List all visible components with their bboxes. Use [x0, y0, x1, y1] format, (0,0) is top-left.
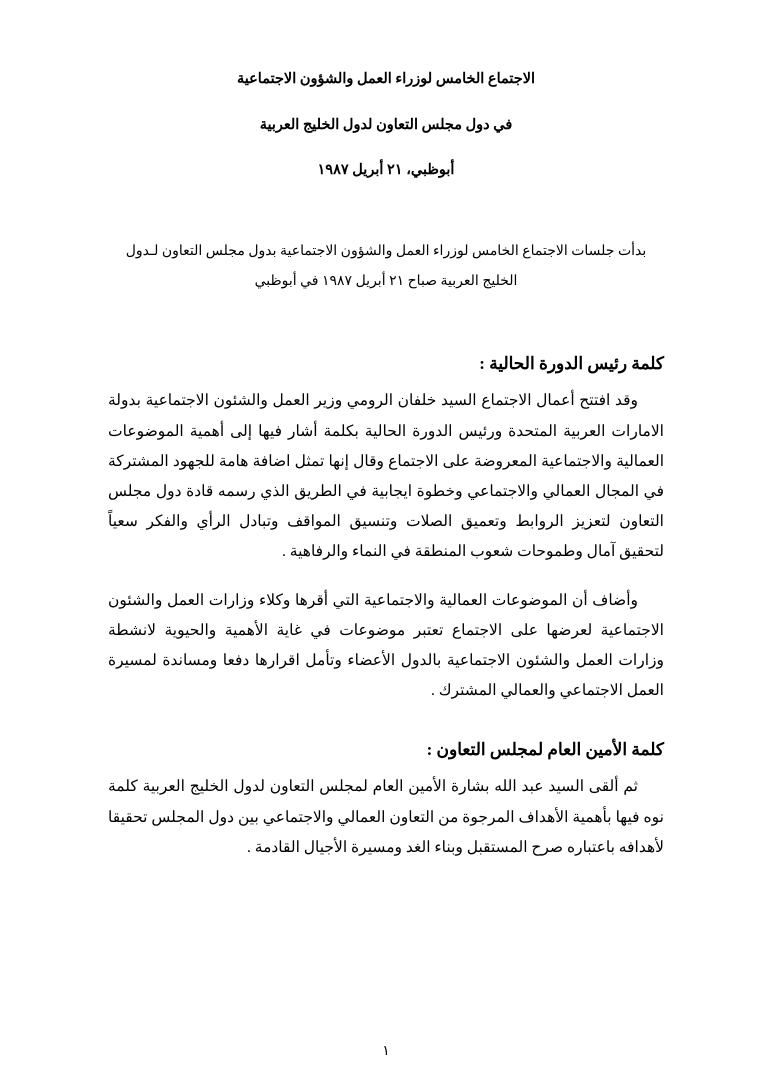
- section-title-secretary-general: كلمة الأمين العام لمجلس التعاون :: [426, 740, 664, 760]
- paragraph-chairman-1: وقد افتتح أعمال الاجتماع السيد خلفان الرومي وزير العمل والشئون الاجتماعية بدولة الامارات العربية المتحدة ورئيس الدورة الحالية بكلمة أشار فيها إلى أهمية الموضوعات العمالية والاجتماعية المعروضة على الاجتماع وقال إنها تمثل اضافة هامة للجهود المشتركة في المجال العمالي والاجتماعي وخطوة ايجابية في الطريق الذي رسمه قادة دول مجلس التعاون لتعزيز الروابط وتعميق الصلات وتنسيق المواقف وتبادل الرأي والفكر سعياً لتحقيق آمال وطموحات شعوب المنطقة في النماء والرفاهية .: [108, 392, 664, 561]
- heading-line-2: في دول مجلس التعاون لدول الخليج العربية: [259, 116, 513, 133]
- document-heading: [108, 70, 664, 181]
- intro-line-2: الخليج العربية صباح ٢١ أبريل ١٩٨٧ في أبوظبي: [254, 274, 518, 290]
- heading-line-1: الاجتماع الخامس لوزراء العمل والشؤون الاجتماعية: [236, 71, 536, 87]
- paragraph-secretary-general-1: ثم ألقى السيد عبد الله بشارة الأمين العام لمجلس التعاون لدول الخليج العربية كلمة نوه فيها بأهمية الأهداف المرجوة من التعاون العمالي والاجتماعي بين دول المجلس تحقيقا لأهدافه باعتباره صرح المستقبل وبناء الغد ومسيرة الأجيال القادمة .: [108, 778, 664, 856]
- section-title-chairman: كلمة رئيس الدورة الحالية :: [479, 354, 664, 374]
- intro-line-1: بدأت جلسات الاجتماع الخامس لوزراء العمل والشؤون الاجتماعية بدول مجلس التعاون لـدول: [125, 243, 647, 259]
- section-secretary-general-speech: [108, 740, 664, 863]
- document-intro: [108, 237, 664, 299]
- heading-line-3: أبوظبي، ٢١ أبريل ١٩٨٧: [317, 162, 455, 179]
- page-number: ١: [382, 1044, 390, 1059]
- paragraph-chairman-2: وأضاف أن الموضوعات العمالية والاجتماعية التي أقرها وكلاء وزارات العمل والشئون الاجتماعية لعرضها على الاجتماع تعتبر موضوعات في غاية الأهمية والحيوية لانشطة وزارات العمل والشئون الاجتماعية بالدول الأعضاء وتأمل اقرارها دفعا ومساندة لمسيرة العمل الاجتماعي والعمالي المشترك .: [108, 591, 664, 700]
- section-chairman-speech: [108, 354, 664, 706]
